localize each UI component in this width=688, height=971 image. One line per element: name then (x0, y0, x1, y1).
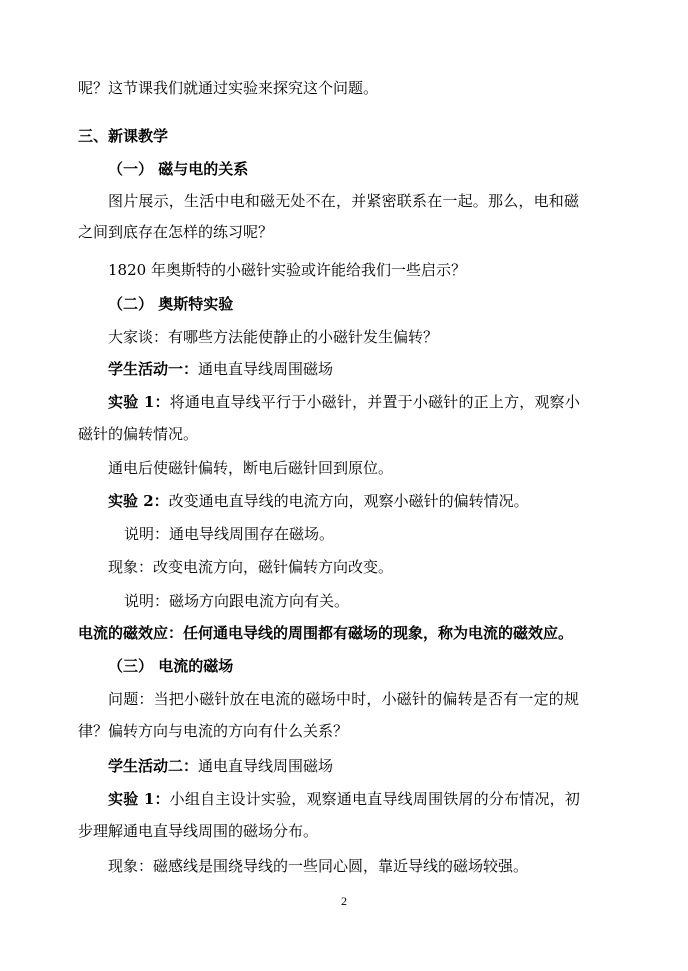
bold-text-run: 三、新课教学 (78, 127, 169, 145)
text-line (78, 721, 348, 741)
text-run: 将通电直导线平行于小磁针，并置于小磁针的正上方，观察小 (169, 393, 581, 411)
text-run: 之间到底存在怎样的练习呢？ (78, 223, 274, 241)
bold-text-run: （二） 奥斯特实验 (108, 295, 234, 313)
text-run: 说明：磁场方向跟电流方向有关。 (124, 592, 350, 610)
bold-text-run: （三） 电流的磁场 (108, 657, 234, 675)
text-line (108, 159, 248, 179)
text-run: 小组自主设计实验，观察通电直导线周围铁屑的分布情况，初 (169, 790, 581, 808)
text-line (108, 260, 466, 280)
text-line (108, 856, 528, 876)
bold-text-run: （一） 磁与电的关系 (108, 160, 249, 178)
text-line (78, 821, 318, 841)
text-run: 说明：通电导线周围存在磁场。 (124, 525, 335, 543)
text-run: 1820 年奥斯特的小磁针实验或许能给我们一些启示？ (108, 261, 466, 279)
text-line (124, 591, 349, 611)
bold-text-run: 学生活动一： (108, 360, 199, 378)
text-run: 通电直导线周围磁场 (198, 360, 334, 378)
text-run: 大家谈：有哪些方法能使静止的小磁针发生偏转？ (108, 328, 439, 346)
text-line (108, 756, 333, 776)
text-run: 呢？这节课我们就通过实验来探究这个问题。 (78, 79, 379, 97)
text-run: 改变通电直导线的电流方向，观察小磁针的偏转情况。 (168, 492, 529, 510)
text-run: 磁针的偏转情况。 (78, 425, 199, 443)
text-line (108, 557, 393, 577)
text-line (108, 294, 233, 314)
text-line (78, 126, 168, 146)
text-line (108, 359, 333, 379)
page-number: 2 (341, 894, 347, 908)
bold-text-run: 学生活动二： (108, 757, 199, 775)
text-line (108, 458, 393, 478)
text-line (78, 78, 378, 98)
bold-text-run: 实验 2： (108, 492, 169, 510)
text-run: 步理解通电直导线周围的磁场分布。 (78, 822, 319, 840)
text-run: 通电直导线周围磁场 (198, 757, 334, 775)
text-line (108, 689, 579, 709)
text-run: 图片展示，生活中电和磁无处不在，并紧密联系在一起。那么，电和磁 (108, 192, 580, 210)
text-run: 现象：改变电流方向，磁针偏转方向改变。 (108, 558, 394, 576)
text-line (78, 623, 573, 643)
text-line (78, 222, 273, 242)
text-line (108, 392, 580, 412)
bold-text-run: 实验 1： (108, 790, 170, 808)
text-line (108, 491, 529, 511)
text-run: 律？偏转方向与电流的方向有什么关系？ (78, 722, 349, 740)
text-run: 通电后使磁针偏转，断电后磁针回到原位。 (108, 459, 394, 477)
text-line (108, 656, 233, 676)
text-line (108, 191, 579, 211)
text-line (124, 524, 334, 544)
bold-text-run: 实验 1： (108, 393, 170, 411)
text-line (108, 789, 580, 809)
bold-text-run: 电流的磁效应：任何通电导线的周围都有磁场的现象，称为电流的磁效应。 (78, 624, 574, 642)
text-line (78, 424, 198, 444)
text-run: 问题：当把小磁针放在电流的磁场中时，小磁针的偏转是否有一定的规 (108, 690, 580, 708)
text-line (108, 327, 438, 347)
text-run: 现象：磁感线是围绕导线的一些同心圆，靠近导线的磁场较强。 (108, 857, 529, 875)
